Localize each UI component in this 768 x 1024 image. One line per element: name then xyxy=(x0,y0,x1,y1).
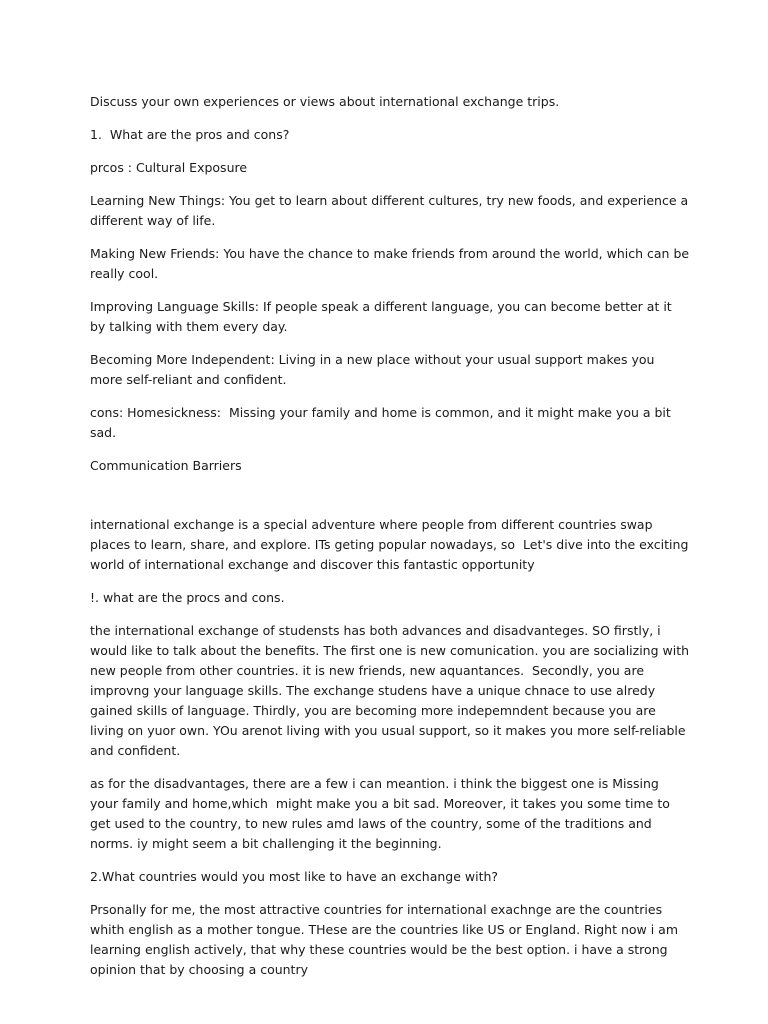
pros-label: prcos : Cultural Exposure xyxy=(90,160,248,175)
prompt-heading: Discuss your own experiences or views about international exchange trips. xyxy=(90,94,560,109)
essay-disadvantages-paragraph: as for the disadvantages, there are a few i can meantion. i think the biggest one is Missing your family and home,which might make you a bit sad. Moreover, it takes you some time to get used to the country, to new rules amd laws of the country, some of the traditions and norms. iy might seem a bit challenging it the beginning. xyxy=(90,776,674,851)
document-body xyxy=(90,92,694,993)
pro-making-new-friends: Making New Friends: You have the chance to make friends from around the world, which can be really cool. xyxy=(90,246,694,281)
pro-improving-language-skills: Improving Language Skills: If people speak a different language, you can become better at it by talking with them every day. xyxy=(90,299,676,334)
essay-countries-paragraph: Prsonally for me, the most attractive countries for international exachnge are the countries whith english as a mother tongue. THese are the countries like US or England. Right now i am learning english actively, that why these countries would be the best option. i have a strong opinion that by choosing a country xyxy=(90,902,682,977)
question-1-heading: 1. What are the pros and cons? xyxy=(90,127,290,142)
cons-homesickness: cons: Homesickness: Missing your family and home is common, and it might make you a bit sad. xyxy=(90,405,675,440)
essay-question-1: !. what are the procs and cons. xyxy=(90,590,285,605)
essay-benefits-paragraph: the international exchange of studensts has both advances and disadvanteges. SO firstly, i would like to talk about the benefits. The first one is new comunication. you are socializing with new people from other countries. it is new friends, new aquantances. Secondly, you are improvng your language skills. The exchange studens have a unique chnace to use alredy gained skills of language. Thirdly, you are becoming more indepemndent because you are living on yuor own. YOu arenot living with you usual support, so it makes you more self-reliable and confident. xyxy=(90,623,694,758)
pro-becoming-more-independent: Becoming More Independent: Living in a new place without your usual support makes you more self-reliant and confident. xyxy=(90,352,659,387)
question-2-heading: 2.What countries would you most like to have an exchange with? xyxy=(90,869,499,884)
essay-intro-paragraph: international exchange is a special adventure where people from different countries swap places to learn, share, and explore. ITs geting popular nowadays, so Let's dive into the exciting world of international exchange and discover this fantastic opportunity xyxy=(90,517,693,572)
pro-learning-new-things: Learning New Things: You get to learn about different cultures, try new foods, and experience a different way of life. xyxy=(90,193,693,228)
cons-communication-barriers: Communication Barriers xyxy=(90,458,242,473)
